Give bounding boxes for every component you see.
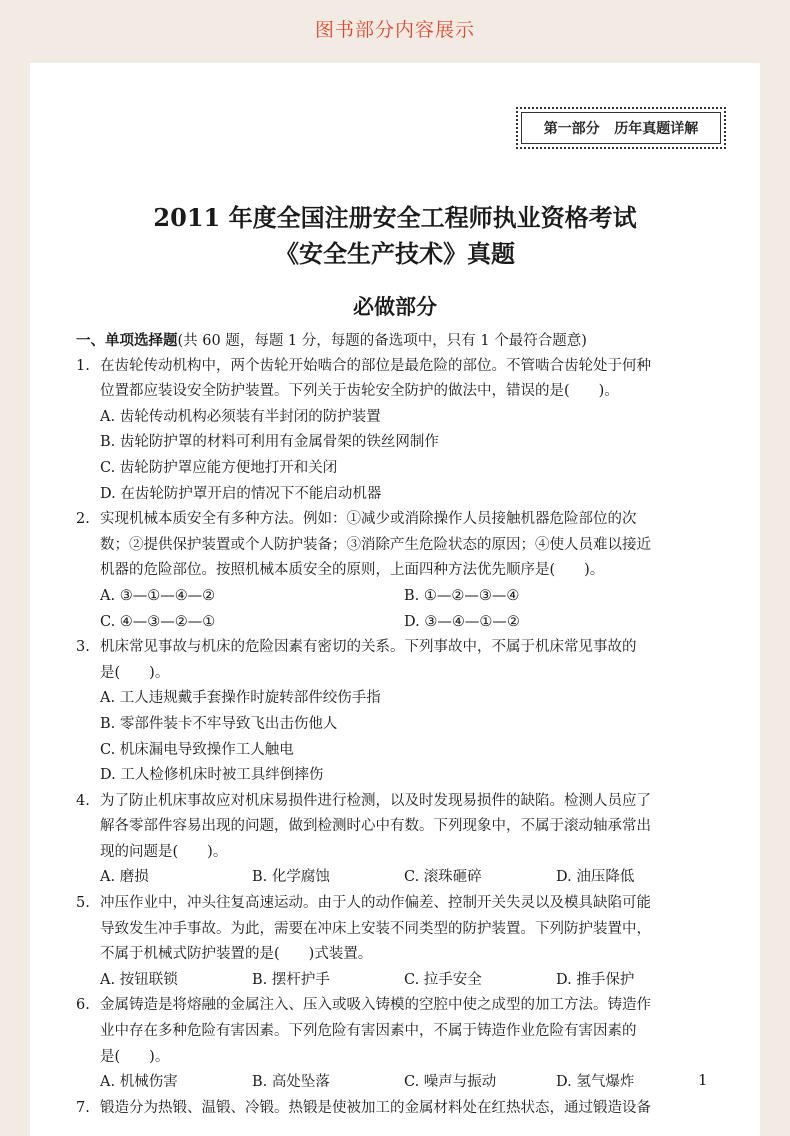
part-tag: 第一部分 历年真题详解 — [516, 107, 726, 149]
answer-option: B. 齿轮防护罩的材料可利用有金属骨架的铁丝网制作 — [100, 434, 439, 451]
answer-option: D. 在齿轮防护罩开启的情况下不能启动机器 — [100, 485, 382, 502]
answer-option: D. 工人检修机床时被工具绊倒摔伤 — [100, 767, 324, 784]
section-note: (共 60 题，每题 1 分，每题的备选项中，只有 1 个最符合题意) — [177, 333, 587, 349]
question-text-line: 解各零部件容易出现的问题，做到检测时心中有数。下列现象中，不属于滚动轴承常出 — [100, 818, 651, 835]
answer-option: C. 噪声与振动 — [404, 1074, 497, 1091]
question-body — [76, 328, 720, 1121]
answer-option: D. 推手保护 — [556, 971, 635, 988]
answer-option: A. 机械伤害 — [100, 1074, 178, 1091]
question-number: 1. — [76, 357, 90, 374]
question-text-line: 导致发生冲手事故。为此，需要在冲床上安装不同类型的防护装置。下列防护装置中， — [100, 920, 651, 937]
answer-option: B. 化学腐蚀 — [252, 869, 330, 886]
page-number: 1 — [698, 1071, 708, 1089]
answer-option: C. ④—③—②—① — [100, 613, 216, 630]
answer-option: C. 拉手安全 — [404, 971, 482, 988]
question-text-line: 是( )。 — [100, 664, 170, 681]
answer-option: B. ①—②—③—④ — [404, 587, 520, 604]
page-title-line2: 《安全生产技术》真题 — [275, 239, 515, 268]
question-text-line: 数；②提供保护装置或个人防护装备；③消除产生危险状态的原因；④使人员难以接近 — [100, 536, 651, 553]
answer-option: D. ③—④—①—② — [404, 613, 520, 630]
answer-option: A. ③—①—④—② — [100, 587, 216, 604]
question — [76, 635, 720, 789]
question-number: 6. — [76, 997, 90, 1014]
question-text-line: 锻造分为热锻、温锻、冷锻。热锻是使被加工的金属材料处在红热状态，通过锻造设备 — [100, 1099, 651, 1116]
question-number: 7. — [76, 1099, 90, 1116]
answer-option: A. 磨损 — [100, 869, 149, 886]
answer-option: D. 油压降低 — [556, 869, 635, 886]
question-number: 2. — [76, 511, 90, 528]
question-text-line: 实现机械本质安全有多种方法。例如：①减少或消除操作人员接触机器危险部位的次 — [100, 511, 637, 528]
question — [76, 891, 720, 993]
preview-banner: 图书部分内容展示 — [314, 19, 475, 41]
answer-option: B. 零部件装卡不牢导致飞出击伤他人 — [100, 715, 338, 732]
question-text-line: 金属铸造是将熔融的金属注入、压入或吸入铸模的空腔中使之成型的加工方法。铸造作 — [100, 997, 651, 1014]
section-header — [76, 328, 720, 354]
question-text-line: 业中存在多种危险有害因素。下列危险有害因素中，不属于铸造作业危险有害因素的 — [100, 1023, 637, 1040]
answer-option: A. 工人违规戴手套操作时旋转部件绞伤手指 — [100, 690, 381, 707]
answer-option: A. 按钮联锁 — [100, 971, 178, 988]
answer-option: C. 滚珠砸碎 — [404, 869, 482, 886]
question-text-line: 为了防止机床事故应对机床易损件进行检测，以及时发现易损件的缺陷。检测人员应了 — [100, 792, 651, 809]
question-text-line: 位置都应装设安全防护装置。下列关于齿轮安全防护的做法中，错误的是( )。 — [100, 383, 619, 400]
question — [76, 354, 720, 508]
question — [76, 789, 720, 891]
question-text-line: 机床常见事故与机床的危险因素有密切的关系。下列事故中，不属于机床常见事故的 — [100, 639, 637, 656]
section-head-label: 一、单项选择题 — [76, 332, 178, 349]
question — [76, 1096, 720, 1122]
answer-option: A. 齿轮传动机构必须装有半封闭的防护装置 — [100, 408, 381, 425]
question-text-line: 在齿轮传动机构中，两个齿轮开始啮合的部位是最危险的部位。不管啮合齿轮处于何种 — [100, 357, 651, 374]
question-text-line: 冲压作业中，冲头往复高速运动。由于人的动作偏差、控制开关失灵以及模具缺陷可能 — [100, 895, 651, 912]
page-title-line1: 2011 年度全国注册安全工程师执业资格考试 — [153, 203, 637, 232]
question-text-line: 不属于机械式防护装置的是( )式装置。 — [100, 946, 373, 963]
question — [76, 507, 720, 635]
section-subtitle: 必做部分 — [353, 294, 437, 319]
question-number: 4. — [76, 792, 90, 809]
answer-option: B. 摆杆护手 — [252, 971, 330, 988]
question-text-line: 机器的危险部位。按照机械本质安全的原则，上面四种方法优先顺序是( )。 — [100, 562, 605, 579]
answer-option: C. 齿轮防护罩应能方便地打开和关闭 — [100, 459, 338, 476]
answer-option: C. 机床漏电导致操作工人触电 — [100, 741, 294, 758]
question-number: 3. — [76, 639, 90, 656]
book-page — [30, 63, 760, 1136]
question-text-line: 现的问题是( )。 — [100, 843, 228, 860]
question — [76, 993, 720, 1095]
question-number: 5. — [76, 895, 90, 912]
question-text-line: 是( )。 — [100, 1048, 170, 1065]
answer-option: D. 氢气爆炸 — [556, 1074, 635, 1091]
answer-option: B. 高处坠落 — [252, 1074, 330, 1091]
